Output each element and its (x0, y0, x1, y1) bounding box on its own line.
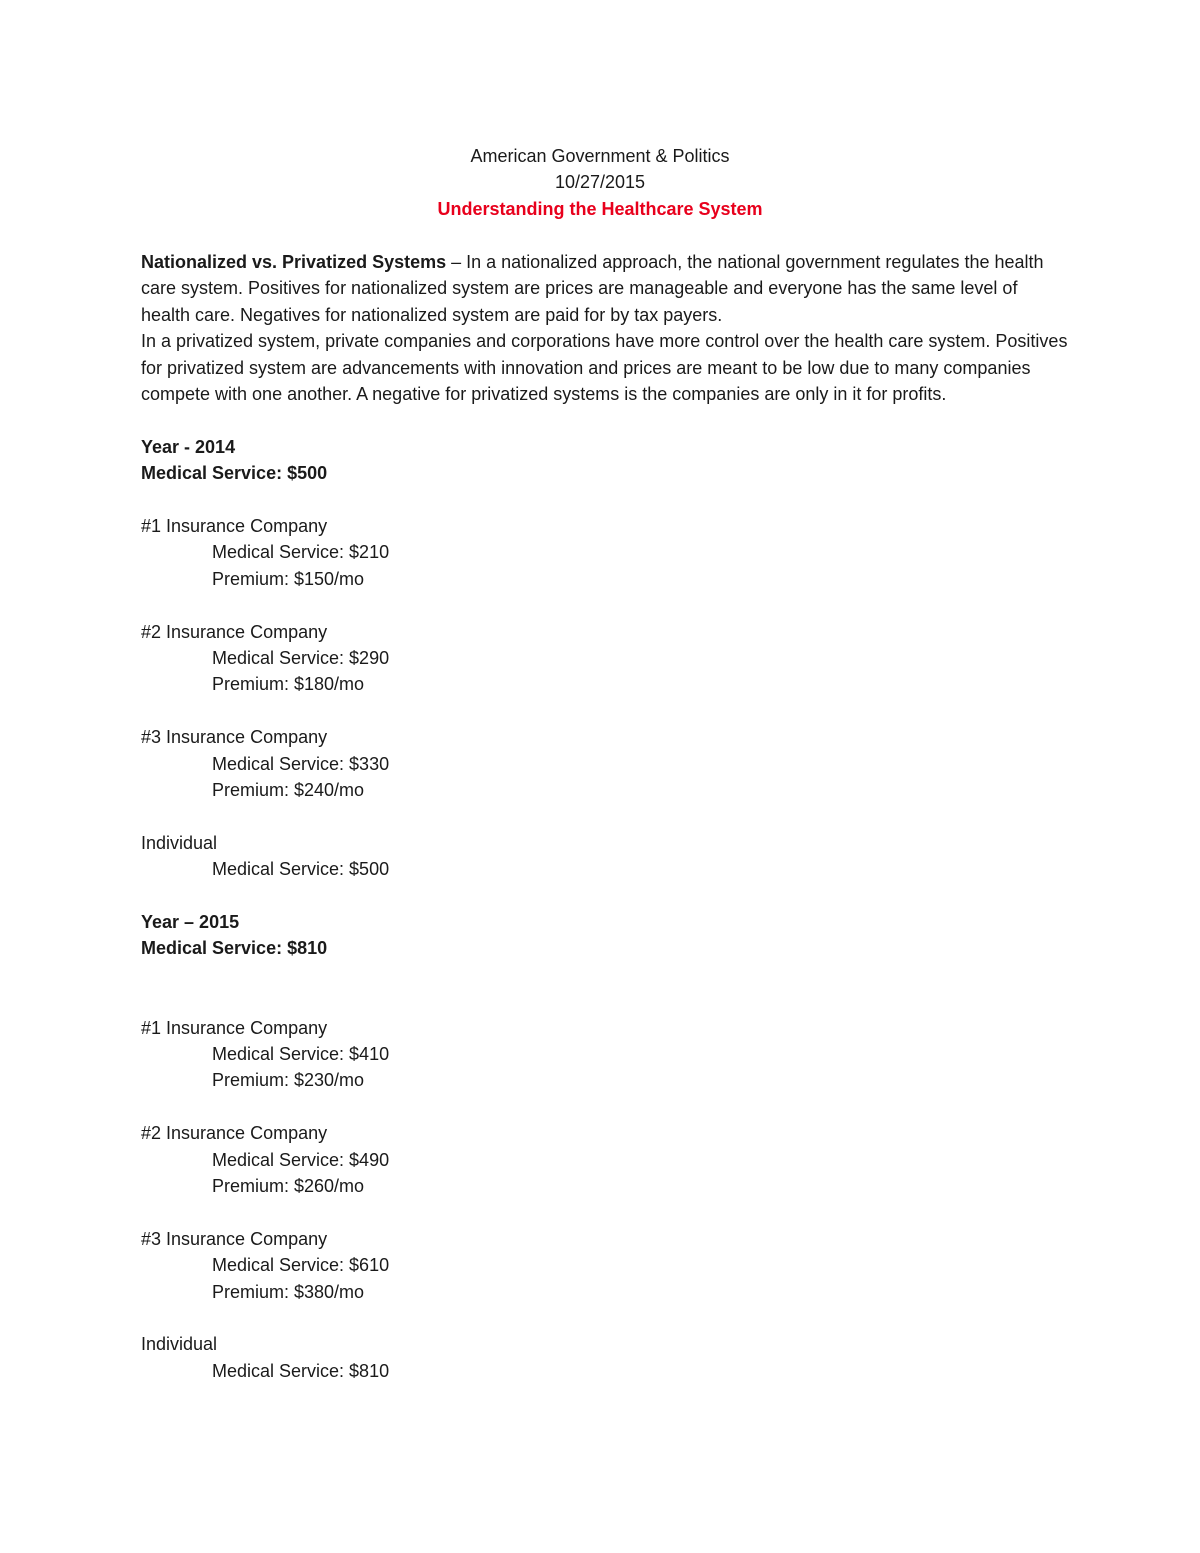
individual-block (141, 1331, 1071, 1384)
year-2014-service: Medical Service: $500 (141, 463, 328, 484)
company-name: #1 Insurance Company (141, 516, 328, 537)
document-date: 10/27/2015 (554, 172, 646, 193)
section-heading: Nationalized vs. Privatized Systems (141, 252, 447, 272)
document-body (141, 249, 1071, 1384)
company-block (141, 1226, 1071, 1305)
individual-block (141, 830, 1071, 883)
intro-section (141, 249, 1071, 407)
company-service: Medical Service: $610 (212, 1255, 390, 1276)
company-premium: Premium: $240/mo (212, 780, 365, 801)
company-service: Medical Service: $210 (212, 542, 390, 563)
heading-dash: – (446, 252, 467, 272)
company-service: Medical Service: $330 (212, 753, 390, 774)
company-service: Medical Service: $410 (212, 1044, 390, 1065)
company-name: #3 Insurance Company (141, 727, 328, 748)
individual-label: Individual (141, 1334, 218, 1355)
company-block (141, 724, 1071, 803)
individual-service: Medical Service: $500 (212, 859, 390, 880)
year-2014-label: Year - 2014 (141, 436, 236, 457)
company-premium: Premium: $230/mo (212, 1070, 365, 1091)
course-name: American Government & Politics (470, 146, 730, 166)
individual-service: Medical Service: $810 (212, 1360, 390, 1381)
company-service: Medical Service: $490 (212, 1149, 390, 1170)
year-2015-label: Year – 2015 (141, 912, 240, 933)
company-service: Medical Service: $290 (212, 648, 390, 669)
company-premium: Premium: $260/mo (212, 1176, 365, 1197)
year-2015-section (141, 909, 1071, 1384)
company-block (141, 513, 1071, 592)
individual-label: Individual (141, 832, 218, 853)
company-block (141, 1120, 1071, 1199)
year-2014-section (141, 434, 1071, 883)
company-name: #2 Insurance Company (141, 1123, 328, 1144)
company-premium: Premium: $150/mo (212, 568, 365, 589)
company-name: #3 Insurance Company (141, 1228, 328, 1249)
company-block (141, 1015, 1071, 1094)
company-premium: Premium: $180/mo (212, 674, 365, 695)
company-premium: Premium: $380/mo (212, 1281, 365, 1302)
year-2015-service: Medical Service: $810 (141, 938, 328, 959)
company-block (141, 619, 1071, 698)
intro-paragraph-1 (141, 249, 1071, 328)
intro-paragraph-2: In a privatized system, private companies and corporations have more control over the health care system. Positives for privatized system are advancements with innovation and prices are meant to be low due to many companies compete with one another. A negative for privatized systems is the companies are only in it for profits. (141, 331, 1068, 405)
company-name: #2 Insurance Company (141, 621, 328, 642)
company-name: #1 Insurance Company (141, 1017, 328, 1038)
intro-text-1: In a nationalized approach, the national government regulates the health care system. Positives for nationalized system are prices are manageable and everyone has the same level of health care. Negatives for nationalized system are paid for by tax payers. (141, 252, 1044, 325)
document-title: Understanding the Healthcare System (437, 198, 763, 219)
document-header (0, 143, 1200, 222)
